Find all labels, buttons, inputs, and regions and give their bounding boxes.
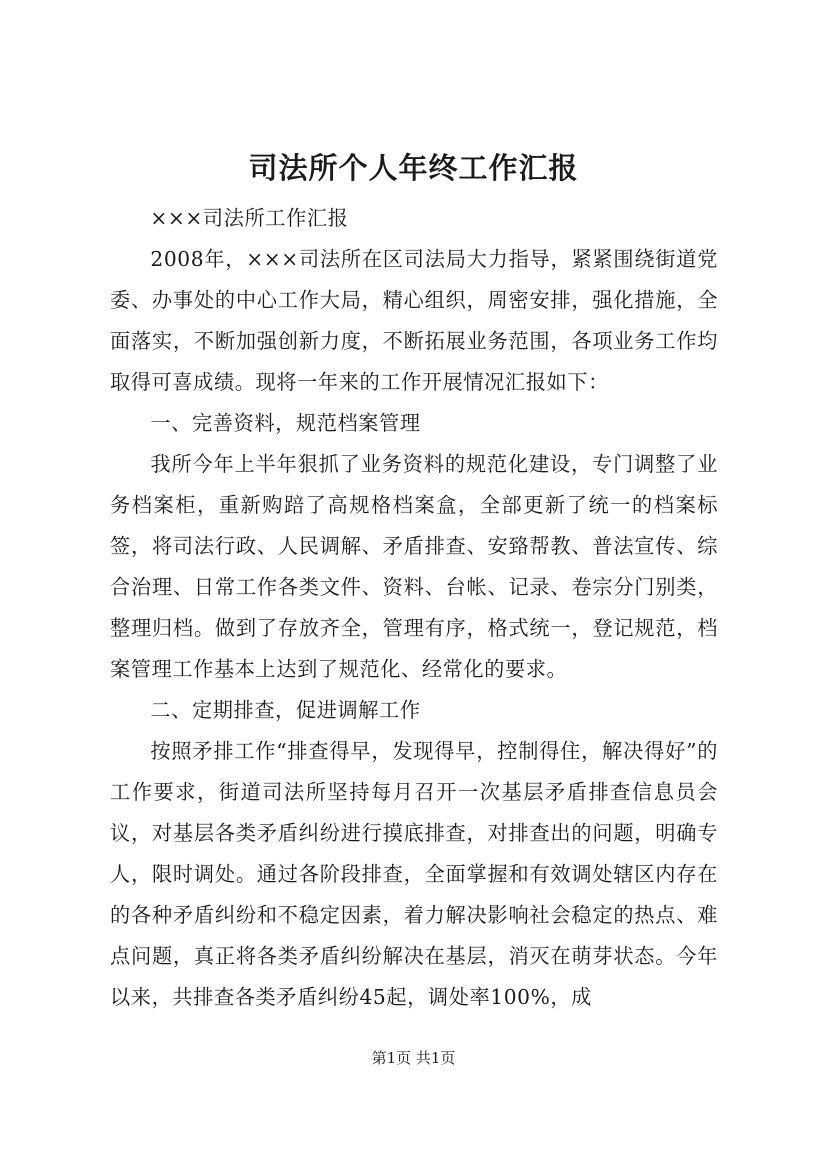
paragraph-intro: 2008年，×××司法所在区司法局大力指导，紧紧围绕街道党委、办事处的中心工作大局，精心组织，周密安排，强化措施，全面落实，不断加强创新力度，不断拓展业务范围，各项业务工作均取得可喜成绩。现将一年来的工作开展情况汇报如下：	[110, 247, 718, 394]
section-heading-1: 一、完善资料，规范档案管理	[150, 411, 421, 435]
paragraph-section-1: 我所今年上半年狠抓了业务资料的规范化建设，专门调整了业务档案柜，重新购踣了高规格档案盒，全部更新了统一的档案标签，将司法行政、人民调解、矛盾排查、安臵帮教、普法宣传、综合治理、日常工作各类文件、资料、台帐、记录、卷宗分门别类，整理归档。做到了存放齐全，管理有序，格式统一，登记规范，档案管理工作基本上达到了规范化、经常化的要求。	[110, 452, 718, 681]
paragraph-subtitle: ×××司法所工作汇报	[150, 206, 349, 230]
page-footer: 第1页 共1页	[371, 1049, 456, 1067]
section-heading-2: 二、定期排查，促进调解工作	[150, 698, 421, 722]
document-title: 司法所个人年终工作汇报	[248, 151, 579, 185]
paragraph-section-2: 按照矛排工作“排查得早，发现得早，控制得住，解决得好”的工作要求，街道司法所坚持每月召开一次基层矛盾排查信息员会议，对基层各类矛盾纠纷进行摸底排查，对排查出的问题，明确专人，限时调处。通过各阶段排查，全面掌握和有效调处辖区内存在的各种矛盾纠纷和不稳定因素，着力解决影响社会稳定的热点、难点问题，真正将各类矛盾纠纷解决在基层，消灭在萌芽状态。今年以来，共排查各类矛盾纠纷45起，调处率100%，成	[110, 739, 718, 1009]
document-body	[110, 198, 718, 1018]
